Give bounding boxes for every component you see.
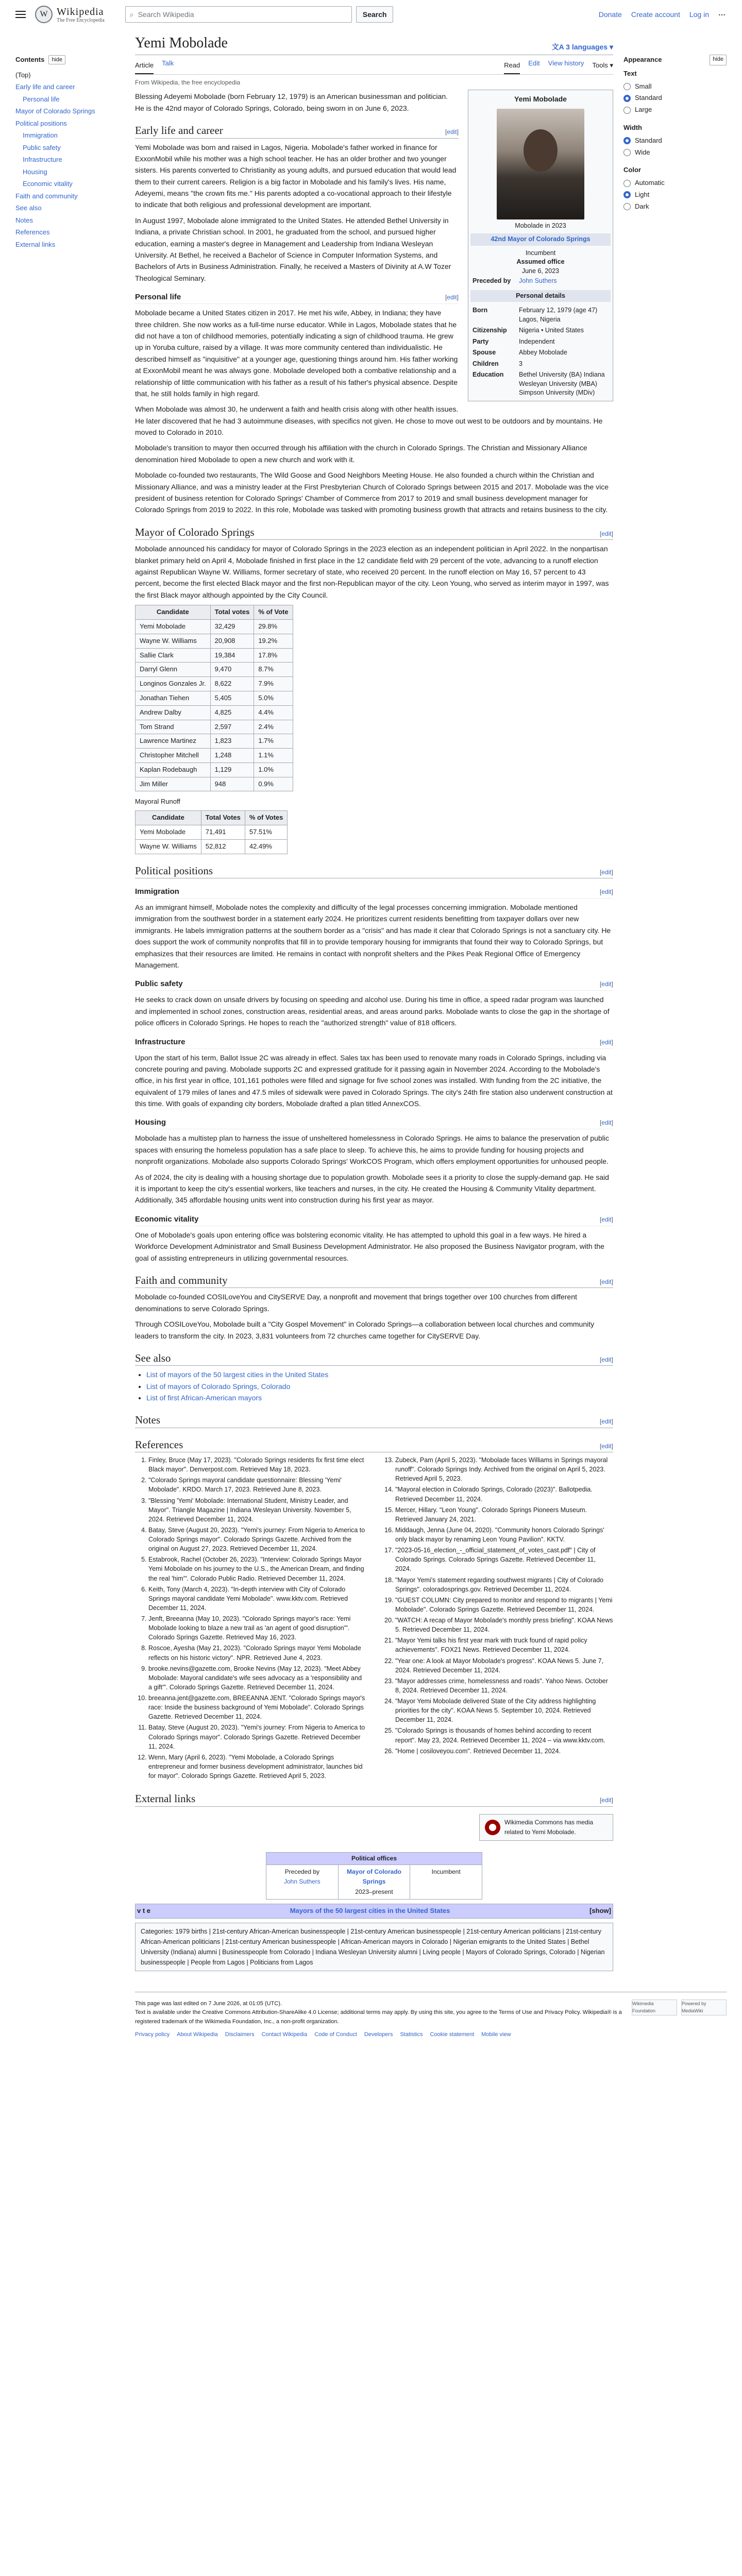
infobox-row xyxy=(470,369,611,399)
table-cell: Sallie Clark xyxy=(136,648,211,663)
radio-label: Standard xyxy=(635,94,662,102)
table-row xyxy=(136,825,288,840)
footer-link[interactable]: About Wikipedia xyxy=(177,2031,218,2038)
infobox-value: February 12, 1979 (age 47) Lagos, Nigeria xyxy=(519,307,598,323)
reference-item: 9. brooke.nevins@gazette.com, Brooke Nevins (May 12, 2023). "Meet Abbey Mobolade: Mayoral candidate's wife sees advocacy as a 'responsibility and a gift'". Colorado Springs Gazette. Retrieved December 11, 2024. xyxy=(148,1664,366,1692)
reference-item: 23. "Mayor addresses crime, homelessness and roads". Yahoo News. October 8, 2024. Retrieved December 11, 2024. xyxy=(395,1676,613,1695)
reference-item: 1. Finley, Bruce (May 17, 2023). "Colorado Springs residents fix first time elect Black mayor". Denverpost.com. Retrieved May 18, 2023. xyxy=(148,1455,366,1474)
radio-label: Standard xyxy=(635,136,662,144)
edit-link[interactable]: edit xyxy=(601,530,612,537)
tab-tools[interactable]: Tools ▾ xyxy=(592,61,613,70)
radio-icon[interactable] xyxy=(623,203,631,210)
paragraph: Mobolade has a multistep plan to harness the issue of unsheltered homelessness in Colorado Springs. He aims to balance the preservation of public spaces with ensuring the homeless population has a safe place to sleep. To achieve this, he aims to provide funding for housing projects and nonprofit organizations. Mobolade also supports Colorado Springs' WorkCOS Program, which offers employment opportunities for unhoused people. xyxy=(135,1134,609,1166)
tab-view-history[interactable]: View history xyxy=(548,59,584,67)
succession-status: Incumbent xyxy=(410,1865,482,1899)
reference-item: 8. Roscoe, Ayesha (May 21, 2023). "Colorado Springs mayor Yemi Mobolade reflects on his historic victory". NPR. Retrieved June 4, 2023. xyxy=(148,1643,366,1662)
infobox-label: Spouse xyxy=(473,349,496,357)
infobox-status: Incumbent xyxy=(525,249,556,257)
group-label: Text xyxy=(623,69,637,77)
page-tabs xyxy=(135,58,613,75)
search-input[interactable] xyxy=(125,6,352,23)
wikipedia-logo[interactable] xyxy=(35,6,105,23)
navbox xyxy=(135,1904,613,1919)
group-label: Width xyxy=(623,123,642,131)
edit-link[interactable]: edit xyxy=(601,1797,612,1804)
heading-infrastructure: Infrastructure xyxy=(135,1037,185,1046)
succession-years: 2023–present xyxy=(355,1888,393,1895)
preceded-link[interactable]: John Suthers xyxy=(519,277,557,285)
edit-link[interactable]: edit xyxy=(601,1215,612,1223)
radio-label: Automatic xyxy=(635,179,665,187)
toc-item[interactable]: See also xyxy=(15,204,42,212)
appearance-panel xyxy=(623,29,727,1971)
reference-item: 17. "2023-05-16_election_-_official_statement_of_votes_cast.pdf" | City of Colorado Springs. Colorado Springs Gazette. Retrieved December 11, 2024. xyxy=(395,1546,613,1573)
radio-icon[interactable] xyxy=(623,137,631,144)
table-cell: 17.8% xyxy=(254,648,293,663)
radio-label: Small xyxy=(635,82,652,90)
reference-item: 24. "Mayor Yemi Mobolade delivered State of the City address highlighting priorities for the city". KOAA News 5. September 10, 2024. Retrieved December 11, 2024. xyxy=(395,1697,613,1724)
paragraph: Through COSILoveYou, Mobolade built a "City Gospel Movement" in Colorado Springs—a collaboration between local churches and community leaders to transform the city. In 2023, 3,831 volunteers from 72 churches came together for CitySERVE Day. xyxy=(135,1320,595,1340)
infobox-label: Born xyxy=(473,307,488,314)
reference-item: 19. "GUEST COLUMN: City prepared to monitor and respond to migrants | Yemi Mobolade". Colorado Springs Gazette. Retrieved December 11, 2024. xyxy=(395,1596,613,1614)
reference-item: 4. Batay, Steve (August 20, 2023). "Yemi's journey: From Nigeria to America to Colorado Springs mayor". Colorado Springs Gazette. Archived from the original on August 27, 2023. Retrieved December 11, 2024. xyxy=(148,1526,366,1553)
paragraph: Mobolade announced his candidacy for mayor of Colorado Springs in the 2023 election as an independent politician in April 2022. In the nonpartisan blanket primary held on April 4, Mobolade finished in first place in the 12 candidate field with 29 percent of the vote, advancing to a runoff election against Republican Wayne W. Williams, former secretary of state, who received 20 percent. In the runoff election on May 16, 57 percent to 43 percent, become the first elected Black mayor and the first non-Republican mayor of the city. Leon Young, who served as interim mayor in 1997, was the first Black mayor although appointed by the City Council. xyxy=(135,545,609,599)
footer-link[interactable]: Disclaimers xyxy=(225,2031,255,2038)
table-cell: 1,248 xyxy=(210,749,254,763)
infobox-label: Children xyxy=(473,360,499,367)
table-cell: Wayne W. Williams xyxy=(136,634,211,648)
radio-icon[interactable] xyxy=(623,149,631,156)
toc-item[interactable]: References xyxy=(15,228,50,236)
footer-link[interactable]: Contact Wikipedia xyxy=(261,2031,308,2038)
preceded-label: Preceded by xyxy=(473,277,511,285)
table-cell: Yemi Mobolade xyxy=(136,619,211,634)
tab-read[interactable]: Read xyxy=(504,58,520,74)
article: Yemi Mobolade 文A 3 languages ▾ Article Talk Read Edit View history Tools ▾ From Wikipedia, the free encyclopedia Yemi Mobolade Mobolade in 2023 42nd Mayor of Colorado Springs Incumbent Assumed office June 6, 2023 Preceded by John Suthers Personal details Born February 12, 1979 (age 47) Lagos, Nigeria Citizenship Nigeria • United States Party Independent Spouse Abbey Mobolade Children 3 Education Bethel University (BA) Indiana Wesleyan University (MBA) Simpson University (MDiv) Blessing Adeyemi Mobolade (born February 12, 1979) is an American businessman and politician. He is the 42nd mayor of Colorado Springs, Colorado, being sworn in on June 6, 2023. Early life and career [edit] Yemi Mobolade was born and raised in Lagos, Nigeria. Mobolade's father worked in finance for ExxonMobil while his mother was a high school teacher. He has an older brother and two younger sisters. His parents converted to Christianity as young adults, and pursued education that would lead them to their current careers. Religion is a big factor in Mobolade and his family's lives. His name, Adeyemi, means "the crown fits me." His parents adopted a co-vocational approach to their lifestyle to indicate that both religious and professional development are important. In August 1997, Mobolade alone immigrated to the United States. He attended Bethel University in Indiana, a private Christian school. In 2001, he graduated from the school, and pursued higher education, earning a master's degree in Management and Leadership from Indiana Wesleyan University. At Bethel, he received a Bachelor of Science in Computer Information Systems, and Bachelors of Arts in Business Administration. Finally, he received a Masters of Divinity at A.W Tozer Theological Seminary. Personal life [edit] Mobolade became a United States citizen in 2017. He met his wife, Abbey, in Indiana; they have three children. She now works as a full-time nurse educator. While in Lagos, Mobolade states that he did not have a ton of childhood memories, potentially indicating a sign of childhood trauma. He grew up in Yoruba culture, raised by a village. It was more community centered than individualistic. He described himself as "inquisitive" at a younger age, questioning things around him. His father working at ExxonMobil meant he was always gone. Mobolade developed both a combative relationship and a relationship of little communication with his father as a result of his father's physical absence. Despite that, he still holds family in high regard. When Mobolade was almost 30, he underwent a faith and health crisis along with other health issues. He later discovered that he had 3 autoimmune diseases, with specifics not given. He chose to move out west to be outdoors and by mountains. He moved to Colorado in 2010. Mobolade's transition to mayor then occurred through his affiliation with the church in Colorado Springs. The Christian and Missionary Alliance denomination hired Mobolade to open a new church and work with it. Mobolade co-founded two restaurants, The Wild Goose and Good Neighbors Meeting House. He also founded a church within the Christian and Missionary Alliance, and was a ministry leader at the First Presbyterian Church of Colorado Springs between 2015 and 2017. Mobolade was the vice president of business retention for Colorado Springs' Chamber of Commerce from 2017 to 2019 and small business development manager for Colorado Springs from 2019 to 2022. In this role, Mobolade was tasked with promoting business growth that attracts and retains business to the city. Mayor of Colorado Springs [edit] Mobolade announced his candidacy for mayor of Colorado Springs in the 2023 election as an independent politician in April 2022. In the nonpartisan blanket primary held on April 4, Mobolade finished in first place in the 12 candidate field with 29 percent of the vote, advancing to a runoff election against Republican Wayne W. Williams, former secretary of state, who received 20 percent. In the runoff election on May 16, 57 percent to 43 percent, become the first elected Black mayor and the first non-Republican mayor of the city. Leon Young, who served as interim mayor in 1997, was the first Black mayor although appointed by the City Council. Candidate Total votes % of Vote Yemi Mobolade 32,429 29.8% Wayne W. Williams 20,908 19.2% Sallie Clark 19,384 17.8% Darryl Glenn 9,470 8.7% Longinos Gonzales Jr. 8,622 7.9% Jonathan Tiehen 5,405 5.0% Andrew Dalby 4,825 4.4% Tom Strand 2,597 2.4% Lawrence Martinez 1,823 1.7% Christopher Mitchell 1,248 1.1% Kaplan Rodebaugh 1,129 1.0% Jim Miller 948 0.9% Mayoral Runoff Candidate Total Votes % of Votes Yemi Mobolade 71,491 57.51% Wayne W. Williams 52,812 42.49% Political positions [edit] Immigration [edit] As an immigrant himself, Mobolade notes the complexity and difficulty of the legal processes concerning immigration. Mobolade mentioned immigration from the southwest border in a statement early 2024. He prioritizes current residents benefitting from taxpayer dollars over new immigrants. He labels immigration patterns at the southern border as a "crisis" and has made it clear that Colorado Springs is not a sanctuary city. He does support the work of community nonprofits that fill in to provide temporary housing for immigrants that found their way to Colorado Springs, but emphasizes that their resources are limited. He remains in contact with nonprofit shelters and the Pikes Peak Regional Office of Emergency Management. Public safety [edit] He seeks to crack down on unsafe drivers by focusing on speeding and alcohol use. During his time in office, a speed radar program was launched and implemented in school zones, construction areas, residential areas, and areas around parks. Mobolade wants to close the gap in the shortage of police officers in Colorado Springs. He hopes to reach the "authorized strength" value of 818 officers. Infrastructure [edit] Upon the start of his term, Ballot Issue 2C was already in effect. Sales tax has been used to renovate many roads in Colorado Springs, including via concrete pouring and paving. Mobolade supports 2C and expressed gratitude for it passing again in November 2024. According to the Mobolade's office, in his first year in office, 101,161 potholes were filled and signage for five school zones was installed. With funding from the 2C initiative, the equivalent of 179 miles of lanes and 47.5 miles of sidewalk were paved in Colorado Springs. The city's 24th fire station also underwent construction at this time. With goals of expanding city borders, Mobolade drafted a plan titled AnnexCOS. Housing [edit] Mobolade has a multistep plan to harness the issue of unsheltered homelessness in Colorado Springs. He aims to balance the preservation of public spaces with ensuring the homeless population has a safe place to sleep. To achieve this, he aims to provide funding for housing projects and nonprofit organizations. Mobolade also supports Colorado Springs' WorkCOS Program, which offers employment opportunities for unhoused people. As of 2024, the city is dealing with a housing shortage due to population growth. Mobolade sees it a priority to close the supply-demand gap. He said it is important to keep the city's essential workers, like teachers and nurses, in the city. He created the Housing & Community Vitality department. Additionally, 345 affordable housing units went into construction during his first year as mayor. Economic vitality [edit] One of Mobolade's goals upon entering office was bolstering economic vitality. He has attempted to uphold this goal in a few ways. He hired a Workforce Development Administrator and Small Business Development Administrator. He also proposed the Business Navigator program, with the goal of assisting entrepreneurs in utilizing governmental resources. Faith and community [edit] Mobolade co-founded COSILoveYou and CitySERVE Day, a nonprofit and movement that brings together over 100 churches from different denominations to serve Colorado Springs. Through COSILoveYou, Mobolade built a "City Gospel Movement" in Colorado Springs—a collaboration between local churches and community leaders to transform the city. In 2023, 3,831 volunteers from 72 churches came together for CitySERVE Day. See also [edit] • List of mayors of the 50 largest cities in the United States • List of mayors of Colorado Springs, Colorado • List of first African-American mayors Notes [edit] References [edit] 1. Finley, Bruce (May 17, 2023). "Colorado Springs residents fix first time elect Black mayor". Denverpost.com. Retrieved May 18, 2023. 2. "Colorado Springs mayoral candidate questionnaire: Blessing 'Yemi' Mobolade". KRDO. March 17, 2023. Retrieved June 8, 2023. 3. "Blessing 'Yemi' Mobolade: International Student, Ministry Leader, and Mayor". Triangle Magazine | Indiana Wesleyan University. November 5, 2024. Retrieved December 11, 2024. 4. Batay, Steve (August 20, 2023). "Yemi's journey: From Nigeria to America to Colorado Springs mayor". Colorado Springs Gazette. Archived from the original on August 27, 2023. Retrieved December 11, 2024. 5. Estabrook, Rachel (October 26, 2023). "Interview: Colorado Springs Mayor Yemi Mobolade on his journey to the U.S., the American Dream, and finding the real 'him'". Colorado Public Radio. Retrieved December 11, 2024. 6. Keith, Tony (March 4, 2023). "In-depth interview with City of Colorado Springs mayoral candidate Yemi Mobolade". www.kktv.com. Retrieved December 11, 2024. 7. Jenft, Breeanna (May 10, 2023). "Colorado Springs mayor's race: Yemi Mobolade looking to blaze a new trail as 'an agent of good disruption'". Colorado Springs Gazette. Retrieved May 16, 2023. 8. Roscoe, Ayesha (May 21, 2023). "Colorado Springs mayor Yemi Mobolade reflects on his historic victory". NPR. Retrieved June 4, 2023. 9. brooke.nevins@gazette.com, Brooke Nevins (May 12, 2023). "Meet Abbey Mobolade: Mayoral candidate's wife sees advocacy as a 'responsibility and a gift'". Colorado Springs Gazette. Retrieved December 11, 2024. 10. breeanna.jent@gazette.com, BREEANNA JENT. "Colorado Springs mayor's race: Inside the business background of Yemi Mobolade". Colorado Springs Gazette. Retrieved December 11, 2024. 11. Batay, Steve (August 20, 2023). "Yemi's journey: From Nigeria to America to Colorado Springs mayor". Colorado Springs Gazette. Retrieved December 11, 2024. 12. Wenn, Mary (April 6, 2023). "Yemi Mobolade, a Colorado Springs entrepreneur and former business development administrator, launches bid for mayor". Colorado Springs Gazette. Retrieved April 5, 2023. 13. Zubeck, Pam (April 5, 2023). "Mobolade faces Williams in Springs mayoral runoff". Colorado Springs Indy. Archived from the original on April 5, 2023. Retrieved April 5, 2023. 14. "Mayoral election in Colorado Springs, Colorado (2023)". Ballotpedia. Retrieved December 11, 2024. 15. Mercer, Hillary. "Leon Young". Colorado Springs Pioneers Museum. Retrieved January 24, 2021. 16. Middaugh, Jenna (June 04, 2020). "Community honors Colorado Springs' only black mayor by renaming Leon Young Pavilion". KKTV. 17. "2023-05-16_election_-_official_statement_of_votes_cast.pdf" | City of Colorado Springs. Colorado Springs Gazette. Retrieved December 11, 2024. 18. "Mayor Yemi's statement regarding southwest migrants | City of Colorado Springs". coloradosprings.gov. Retrieved December 11, 2024. 19. "GUEST COLUMN: City prepared to monitor and respond to migrants | Yemi Mobolade". Colorado Springs Gazette. Retrieved December 11, 2024. 20. "WATCH: A recap of Mayor Mobolade's monthly press briefing". KOAA News 5. Retrieved December 11, 2024. 21. "Mayor Yemi talks his first year mark with truck found of rapid policy achievements". FOX21 News. Retrieved December 11, 2024. 22. "Year one: A look at Mayor Mobolade's progress". KOAA News 5. June 7, 2024. Retrieved December 11, 2024. 23. "Mayor addresses crime, homelessness and roads". Yahoo News. October 8, 2024. Retrieved December 11, 2024. 24. "Mayor Yemi Mobolade delivered State of the City address highlighting priorities for the city". KOAA News 5. September 10, 2024. Retrieved December 11, 2024. 25. "Colorado Springs is thousands of homes behind according to recent report". May 23, 2024. Retrieved December 11, 2024 – via www.kktv.com. 26. "Home | cosiloveyou.com". Retrieved December 11, 2024. External links [edit] Wikimedia Commons has media related to Yemi Mobolade. Political offices Preceded by John Suthers Mayor of Colorado Springs 2023–present Incumbent v t e Mayors of the 50 largest cities in the United States [show] Categories: 1979 births | 21st-century African-American businesspeople | 21st-century American businesspeople | 21st-century American politicians | 21st-century African-American politicians | 21st-century American businesspeople | African-American mayors in Colorado | Nigerian emigrants to the United States | Bethel University (Indiana) alumni | Businesspeople from Colorado | Indiana Wesleyan University alumni | Living people | Mayors of Colorado Springs, Colorado | Nigerian businesspeople | People from Lagos | Politicians from Lagos xyxy=(124,29,623,1971)
succession-header: Political offices xyxy=(266,1853,482,1865)
navbox-title[interactable]: Mayors of the 50 largest cities in the United States xyxy=(290,1906,450,1914)
appearance-title: Appearance xyxy=(623,56,662,63)
table-cell: Andrew Dalby xyxy=(136,705,211,720)
column-header: Candidate xyxy=(136,605,211,620)
table-cell: 71,491 xyxy=(201,825,245,840)
main-menu-icon[interactable] xyxy=(15,11,26,18)
infobox-value: 3 xyxy=(519,360,522,367)
reference-item: 20. "WATCH: A recap of Mayor Mobolade's monthly press briefing". KOAA News 5. Retrieved December 11, 2024. xyxy=(395,1616,613,1634)
edit-link[interactable]: edit xyxy=(447,128,457,136)
heading-mayor: Mayor of Colorado Springs xyxy=(135,526,255,538)
wordmark: Wikipedia xyxy=(57,6,104,18)
footer-link[interactable]: Code of Conduct xyxy=(314,2031,357,2038)
toc-item[interactable]: Housing xyxy=(23,167,47,176)
infobox-value: Bethel University (BA) Indiana Wesleyan University (MBA) Simpson University (MDiv) xyxy=(519,371,605,397)
footer-link[interactable]: Statistics xyxy=(400,2031,423,2038)
reference-item: 21. "Mayor Yemi talks his first year mark with truck found of rapid policy achievements". FOX21 News. Retrieved December 11, 2024. xyxy=(395,1636,613,1654)
toc-item[interactable]: Notes xyxy=(15,216,33,224)
succession-office[interactable]: Mayor of Colorado Springs xyxy=(347,1868,402,1886)
from-wikipedia: From Wikipedia, the free encyclopedia xyxy=(135,79,241,87)
column-header: % of Vote xyxy=(254,605,293,620)
mediawiki-badge[interactable]: Powered by MediaWiki xyxy=(681,1999,727,2015)
table-cell: 57.51% xyxy=(245,825,288,840)
reference-item: 25. "Colorado Springs is thousands of homes behind according to recent report". May 23, 2024. Retrieved December 11, 2024 – via www.kktv.com. xyxy=(395,1726,613,1744)
table-cell: 20,908 xyxy=(210,634,254,648)
infobox-row xyxy=(470,325,611,336)
table-row xyxy=(136,663,293,677)
donate-link[interactable]: Donate xyxy=(598,10,622,19)
toc-item[interactable]: Faith and community xyxy=(15,192,78,200)
tab-talk[interactable]: Talk xyxy=(162,59,174,67)
toc-item[interactable]: Public safety xyxy=(23,143,61,151)
infobox-row xyxy=(470,347,611,359)
see-also-link[interactable]: List of mayors of Colorado Springs, Colorado xyxy=(146,1382,291,1391)
table-cell: Jonathan Tiehen xyxy=(136,691,211,705)
radio-icon[interactable] xyxy=(623,107,631,114)
table-cell: Darryl Glenn xyxy=(136,663,211,677)
table-row xyxy=(136,677,293,691)
table-cell: Lawrence Martinez xyxy=(136,734,211,749)
tab-article[interactable]: Article xyxy=(135,58,154,74)
paragraph: Yemi Mobolade was born and raised in Lagos, Nigeria. Mobolade's father worked in finance for ExxonMobil while his mother was a high school teacher. He has an older brother and two younger sisters. His parents converted to Christianity as young adults, and pursued education that would lead them to their current careers. Religion is a big factor in Mobolade and his family's lives. His name, Adeyemi, means "the crown fits me." His parents adopted a co-vocational approach to their lifestyle to indicate that both religious and professional development are important. xyxy=(135,143,457,209)
appearance-hide-button[interactable]: hide xyxy=(710,55,727,65)
heading-housing: Housing xyxy=(135,1118,166,1127)
toc-item[interactable]: (Top) xyxy=(15,71,31,79)
table-cell: 52,812 xyxy=(201,839,245,854)
table-row xyxy=(136,720,293,734)
edit-link[interactable]: edit xyxy=(601,1442,612,1450)
radio-label: Dark xyxy=(635,202,649,210)
edit-link[interactable]: edit xyxy=(601,868,612,876)
succession-preceded[interactable]: John Suthers xyxy=(283,1878,321,1886)
paragraph: Mobolade co-founded COSILoveYou and CitySERVE Day, a nonprofit and movement that brings together over 100 churches from different denominations to serve Colorado Springs. xyxy=(135,1293,577,1313)
paragraph: Mobolade co-founded two restaurants, The Wild Goose and Good Neighbors Meeting House. He also founded a church within the Christian and Missionary Alliance, and was a ministry leader at the First Presbyterian Church of Colorado Springs between 2015 and 2017. Mobolade was the vice president of business retention for Colorado Springs' Chamber of Commerce from 2017 to 2019 and small business development manager for Colorado Springs from 2019 to 2022. In this role, Mobolade was tasked with promoting business growth that attracts and retains business to the city. xyxy=(135,471,609,514)
table-cell: 7.9% xyxy=(254,677,293,691)
user-links xyxy=(599,9,727,20)
assumed-date: June 6, 2023 xyxy=(521,267,560,275)
radio-label: Large xyxy=(635,106,652,114)
toc-item[interactable]: Personal life xyxy=(23,95,60,103)
edit-link[interactable]: edit xyxy=(601,888,612,896)
radio-label: Wide xyxy=(635,148,650,156)
infobox-value: Independent xyxy=(519,337,555,345)
reference-item: 3. "Blessing 'Yemi' Mobolade: International Student, Ministry Leader, and Mayor". Triangle Magazine | Indiana Wesleyan University. November 5, 2024. Retrieved December 11, 2024. xyxy=(148,1496,366,1524)
radio-option[interactable] xyxy=(623,135,727,146)
navbox-vte[interactable]: v t e xyxy=(137,1906,151,1914)
table-cell: 1.0% xyxy=(254,762,293,777)
table-cell: 4.4% xyxy=(254,705,293,720)
table-row xyxy=(136,762,293,777)
reference-item: 26. "Home | cosiloveyou.com". Retrieved December 11, 2024. xyxy=(395,1747,613,1756)
column-header: Total Votes xyxy=(201,811,245,825)
category-box[interactable]: Categories: 1979 births | 21st-century African-American businesspeople | 21st-century American businesspeople | 21st-century American politicians | 21st-century African-American politicians | 21st-century American businesspeople | African-American mayors in Colorado | Nigerian emigrants to the United States | Bethel University (Indiana) alumni | Businesspeople from Colorado | Indiana Wesleyan University alumni | Living people | Mayors of Colorado Springs, Colorado | Nigerian businesspeople | People from Lagos | Politicians from Lagos xyxy=(135,1923,613,1971)
radio-option[interactable] xyxy=(623,105,727,115)
footer-link[interactable]: Privacy policy xyxy=(135,2031,170,2038)
width-group xyxy=(623,123,727,158)
table-row xyxy=(136,734,293,749)
search-placeholder: Search Wikipedia xyxy=(138,10,194,19)
heading-notes: Notes xyxy=(135,1414,160,1427)
toc-hide-button[interactable]: hide xyxy=(48,55,65,65)
radio-option[interactable] xyxy=(623,147,727,158)
reference-item: 7. Jenft, Breeanna (May 10, 2023). "Colorado Springs mayor's race: Yemi Mobolade looking to blaze a new trail as 'an agent of good disruption'". Colorado Springs Gazette. Retrieved May 16, 2023. xyxy=(148,1614,366,1642)
reference-item: 2. "Colorado Springs mayoral candidate questionnaire: Blessing 'Yemi' Mobolade". KRDO. March 17, 2023. Retrieved June 8, 2023. xyxy=(148,1476,366,1494)
see-also-link[interactable]: List of first African-American mayors xyxy=(146,1394,262,1402)
assumed-label: Assumed office xyxy=(516,258,565,266)
reference-item: 10. breeanna.jent@gazette.com, BREEANNA JENT. "Colorado Springs mayor's race: Inside the business background of Yemi Mobolade". Colorado Springs Gazette. Retrieved December 11, 2024. xyxy=(148,1693,366,1721)
table-cell: 1.1% xyxy=(254,749,293,763)
reference-item: 12. Wenn, Mary (April 6, 2023). "Yemi Mobolade, a Colorado Springs entrepreneur and former business development administrator, launches bid for mayor". Colorado Springs Gazette. Retrieved April 5, 2023. xyxy=(148,1753,366,1781)
heading-immigration: Immigration xyxy=(135,887,179,896)
reference-item: 15. Mercer, Hillary. "Leon Young". Colorado Springs Pioneers Museum. Retrieved January 24, 2021. xyxy=(395,1505,613,1524)
last-edited: This page was last edited on 7 June 2026, at 01:05 (UTC). xyxy=(135,2000,282,2007)
footer-link[interactable]: Developers xyxy=(364,2031,393,2038)
edit-link[interactable]: edit xyxy=(601,1038,612,1046)
heading-references: References xyxy=(135,1438,183,1451)
paragraph: In August 1997, Mobolade alone immigrated to the United States. He attended Bethel University in Indiana, a private Christian school. In 2001, he graduated from the school, and pursued higher education, earning a master's degree in Management and Leadership from Indiana Wesleyan University. At Bethel, he received a Bachelor of Science in Computer Information Systems, and Bachelors of Arts in Business Administration. Finally, he received a Masters of Divinity at A.W Tozer Theological Seminary. xyxy=(135,216,451,282)
table-row xyxy=(136,777,293,791)
table-cell: Christopher Mitchell xyxy=(136,749,211,763)
toc-item[interactable]: Mayor of Colorado Springs xyxy=(15,107,95,115)
wikipedia-globe-icon: W xyxy=(35,6,53,23)
paragraph: One of Mobolade's goals upon entering office was bolstering economic vitality. He has attempted to uphold this goal in a few ways. He hired a Workforce Development Administrator and Small Business Development Administrator. He also proposed the Business Navigator program, with the goal of assisting entrepreneurs in utilizing governmental resources. xyxy=(135,1230,604,1262)
header xyxy=(0,0,742,29)
wikimedia-commons-icon xyxy=(485,1820,500,1835)
group-label: Color xyxy=(623,166,641,174)
tagline: The Free Encyclopedia xyxy=(57,17,105,23)
table-row xyxy=(136,839,288,854)
radio-option[interactable] xyxy=(623,190,727,200)
see-also-link[interactable]: List of mayors of the 50 largest cities in the United States xyxy=(146,1370,329,1379)
succession-box xyxy=(266,1852,482,1900)
toc-item[interactable]: Political positions xyxy=(15,119,67,127)
table-cell: Wayne W. Williams xyxy=(136,839,201,854)
paragraph: Upon the start of his term, Ballot Issue 2C was already in effect. Sales tax has been used to renovate many roads in Colorado Springs, including via concrete pouring and paving. Mobolade supports 2C and expressed gratitude for it passing again in November 2024. According to the Mobolade's office, in his first year in office, 101,161 potholes were filled and signage for five school zones was installed. With funding from the 2C initiative, the equivalent of 179 miles of lanes and 47.5 miles of sidewalk were paved in Colorado Springs. The city's 24th fire station also underwent construction at this time. With goals of expanding city borders, Mobolade drafted a plan titled AnnexCOS. xyxy=(135,1053,613,1108)
primary-results-table xyxy=(135,605,293,791)
table-header-row xyxy=(136,811,288,825)
edit-link[interactable]: edit xyxy=(601,980,612,988)
reference-column xyxy=(382,1455,613,1782)
infobox-row xyxy=(470,359,611,370)
color-group xyxy=(623,165,727,212)
infobox-caption: Mobolade in 2023 xyxy=(515,222,566,229)
table-header-row xyxy=(136,605,293,620)
table-cell: 42.49% xyxy=(245,839,288,854)
license-text: Text is available under the Creative Commons Attribution-ShareAlike 4.0 License; additional terms may apply. By using this site, you agree to the Terms of Use and Privacy Policy. Wikipedia® is a registered trademark of the Wikimedia Foundation, Inc., a non-profit organization. xyxy=(135,2009,622,2025)
footer-link[interactable]: Cookie statement xyxy=(430,2031,475,2038)
infobox-row xyxy=(470,305,611,325)
tab-edit[interactable]: Edit xyxy=(528,59,540,67)
infobox-label: Party xyxy=(473,337,489,345)
table-cell: 19.2% xyxy=(254,634,293,648)
radio-icon[interactable] xyxy=(623,83,631,90)
paragraph: As an immigrant himself, Mobolade notes the complexity and difficulty of the legal processes concerning immigration. Mobolade mentioned immigration from the southwest border in a statement early 2024. He prioritizes current residents benefitting from taxpayer dollars over new immigrants. He labels immigration patterns at the southern border as a "crisis" and has made it clear that Colorado Springs is not a sanctuary city. He does support the work of community nonprofits that fill in to provide temporary housing for immigrants that found their way to Colorado Springs, but emphasizes that their resources are limited. He remains in contact with nonprofit shelters and the Pikes Peak Regional Office of Emergency Management. xyxy=(135,903,611,969)
radio-icon[interactable] xyxy=(623,180,631,187)
search-form xyxy=(125,6,394,23)
create-account-link[interactable]: Create account xyxy=(631,10,680,19)
reference-item: 5. Estabrook, Rachel (October 26, 2023). "Interview: Colorado Springs Mayor Yemi Mobolade on his journey to the U.S., the American Dream, and finding the real 'him'". Colorado Public Radio. Retrieved December 11, 2024. xyxy=(148,1555,366,1583)
table-row xyxy=(136,619,293,634)
lead-paragraph: Blessing Adeyemi Mobolade (born February 12, 1979) is an American businessman and politician. He is the 42nd mayor of Colorado Springs, Colorado, being sworn in on June 6, 2023. xyxy=(135,92,448,112)
table-cell: 5.0% xyxy=(254,691,293,705)
radio-icon[interactable] xyxy=(623,95,631,102)
paragraph: When Mobolade was almost 30, he underwent a faith and health crisis along with other health issues. He later discovered that he had 3 autoimmune diseases, with specifics not given. He chose to move out west to be outdoors and by mountains. He moved to Colorado in 2010. xyxy=(135,405,603,437)
infobox xyxy=(468,90,613,401)
paragraph: Mobolade became a United States citizen in 2017. He met his wife, Abbey, in Indiana; they have three children. She now works as a full-time nurse educator. While in Lagos, Mobolade states that he did not have a ton of childhood memories, potentially indicating a sign of childhood trauma. He grew up in Yoruba culture, raised by a village. It was more community centered than individualistic. He described himself as "inquisitive" at a younger age, questioning things around him. His father working at ExxonMobil meant he was always gone. Mobolade developed both a combative relationship and a relationship of little communication with his father as a result of his father's physical absence. Despite that, he still holds family in high regard. xyxy=(135,309,458,398)
reference-item: 16. Middaugh, Jenna (June 04, 2020). "Community honors Colorado Springs' only black mayor by renaming Leon Young Pavilion". KKTV. xyxy=(395,1526,613,1544)
paragraph: As of 2024, the city is dealing with a housing shortage due to population growth. Mobolade sees it a priority to close the supply-demand gap. He said it is important to keep the city's essential workers, like teachers and nurses, in the city. He created the Housing & Community Vitality department. Additionally, 345 affordable housing units went into construction during his first year as mayor. xyxy=(135,1173,609,1205)
heading-external-links: External links xyxy=(135,1792,196,1805)
commons-text[interactable]: Wikimedia Commons has media related to Yemi Mobolade. xyxy=(504,1818,594,1836)
heading-political-positions: Political positions xyxy=(135,864,213,877)
infobox-name: Yemi Mobolade xyxy=(514,95,567,104)
infobox-value: Abbey Mobolade xyxy=(519,349,567,357)
reference-item: 11. Batay, Steve (August 20, 2023). "Yemi's journey: From Nigeria to America to Colorado Springs mayor". Colorado Springs Gazette. Retrieved December 11, 2024. xyxy=(148,1723,366,1751)
reference-item: 13. Zubeck, Pam (April 5, 2023). "Mobolade faces Williams in Springs mayoral runoff". Colorado Springs Indy. Archived from the original on April 5, 2023. Retrieved April 5, 2023. xyxy=(395,1455,613,1483)
table-cell: Tom Strand xyxy=(136,720,211,734)
paragraph: He seeks to crack down on unsafe drivers by focusing on speeding and alcohol use. During his time in office, a speed radar program was launched and implemented in school zones, construction areas, residential areas, and areas around parks. Mobolade wants to close the gap in the shortage of police officers in Colorado Springs. He hopes to reach the "authorized strength" value of 818 officers. xyxy=(135,995,610,1027)
table-cell: Yemi Mobolade xyxy=(136,825,201,840)
table-cell: Longinos Gonzales Jr. xyxy=(136,677,211,691)
toc-item[interactable]: Economic vitality xyxy=(23,180,73,188)
table-row xyxy=(136,648,293,663)
toc-item[interactable]: Early life and career xyxy=(15,83,75,91)
more-options-icon[interactable]: ⋯ xyxy=(718,10,727,19)
infobox-label: Citizenship xyxy=(473,327,507,334)
footer-link[interactable]: Mobile view xyxy=(481,2031,511,2038)
infobox-details xyxy=(470,305,611,399)
reference-item: 14. "Mayoral election in Colorado Springs, Colorado (2023)". Ballotpedia. Retrieved December 11, 2024. xyxy=(395,1485,613,1503)
table-cell: 2.4% xyxy=(254,720,293,734)
runoff-caption: Mayoral Runoff xyxy=(135,798,180,806)
reference-list xyxy=(135,1455,613,1782)
table-row xyxy=(136,691,293,705)
search-icon: ⌕ xyxy=(129,10,134,19)
toc-item[interactable]: Immigration xyxy=(23,131,58,139)
edit-link[interactable]: edit xyxy=(601,1418,612,1426)
radio-option[interactable] xyxy=(623,178,727,189)
radio-option[interactable] xyxy=(623,81,727,92)
radio-option[interactable] xyxy=(623,201,727,212)
table-cell: 1.7% xyxy=(254,734,293,749)
table-cell: Kaplan Rodebaugh xyxy=(136,762,211,777)
table-row xyxy=(136,634,293,648)
table-row xyxy=(136,749,293,763)
infobox-label: Education xyxy=(473,371,504,379)
footer-links xyxy=(135,2030,727,2040)
column-header: Candidate xyxy=(136,811,201,825)
footer xyxy=(135,1992,727,2040)
column-header: % of Votes xyxy=(245,811,288,825)
reference-item: 22. "Year one: A look at Mayor Mobolade's progress". KOAA News 5. June 7, 2024. Retrieved December 11, 2024. xyxy=(395,1656,613,1675)
paragraph: Mobolade's transition to mayor then occurred through his affiliation with the church in Colorado Springs. The Christian and Missionary Alliance denomination hired Mobolade to open a new church and work with it. xyxy=(135,444,587,464)
table-cell: 5,405 xyxy=(210,691,254,705)
table-cell: 32,429 xyxy=(210,619,254,634)
commons-box xyxy=(479,1814,613,1841)
toc-title: Contents xyxy=(15,56,45,63)
page-title: Yemi Mobolade xyxy=(135,35,228,51)
table-cell: 948 xyxy=(210,777,254,791)
succession-preceded-label: Preceded by xyxy=(284,1868,320,1876)
language-button[interactable]: 文A 3 languages ▾ xyxy=(551,43,613,51)
radio-option[interactable] xyxy=(623,93,727,104)
heading-personal-life: Personal life xyxy=(135,293,181,302)
reference-item: 6. Keith, Tony (March 4, 2023). "In-depth interview with City of Colorado Springs mayoral candidate Yemi Mobolade". www.kktv.com. Retrieved December 11, 2024. xyxy=(148,1585,366,1613)
table-cell: 8,622 xyxy=(210,677,254,691)
portrait-image[interactable] xyxy=(497,109,584,219)
table-cell: 29.8% xyxy=(254,619,293,634)
navbox-show-button[interactable]: [show] xyxy=(589,1906,611,1914)
column-header: Total votes xyxy=(210,605,254,620)
infobox-value: Nigeria • United States xyxy=(519,327,584,334)
radio-label: Light xyxy=(635,190,650,198)
edit-link[interactable]: edit xyxy=(601,1355,612,1363)
table-cell: 0.9% xyxy=(254,777,293,791)
heading-see-also: See also xyxy=(135,1351,171,1364)
reference-column xyxy=(135,1455,366,1782)
infobox-office[interactable]: 42nd Mayor of Colorado Springs xyxy=(491,235,591,243)
table-cell: 8.7% xyxy=(254,663,293,677)
edit-link[interactable]: edit xyxy=(601,1278,612,1285)
table-cell: 1,823 xyxy=(210,734,254,749)
table-cell: 9,470 xyxy=(210,663,254,677)
table-cell: 1,129 xyxy=(210,762,254,777)
toc-item[interactable]: External links xyxy=(15,240,56,248)
table-cell: 2,597 xyxy=(210,720,254,734)
table-cell: Jim Miller xyxy=(136,777,211,791)
reference-item: 18. "Mayor Yemi's statement regarding southwest migrants | City of Colorado Springs". coloradosprings.gov. Retrieved December 11, 2024. xyxy=(395,1575,613,1594)
table-row xyxy=(136,705,293,720)
heading-early-life: Early life and career xyxy=(135,124,223,137)
personal-details-header: Personal details xyxy=(470,290,611,302)
table-cell: 19,384 xyxy=(210,648,254,663)
heading-public-safety: Public safety xyxy=(135,979,183,989)
toc-item[interactable]: Infrastructure xyxy=(23,156,62,163)
see-also-list xyxy=(146,1369,613,1403)
heading-economic-vitality: Economic vitality xyxy=(135,1214,199,1224)
radio-icon[interactable] xyxy=(623,191,631,198)
infobox-row xyxy=(470,336,611,348)
text-size-group xyxy=(623,69,727,115)
runoff-results-table xyxy=(135,810,288,854)
login-link[interactable]: Log in xyxy=(689,10,709,19)
wikimedia-badge[interactable]: Wikimedia Foundation xyxy=(632,1999,677,2015)
table-cell: 4,825 xyxy=(210,705,254,720)
table-of-contents xyxy=(15,29,124,1971)
search-button[interactable]: Search xyxy=(356,6,394,23)
edit-link[interactable]: edit xyxy=(447,294,457,301)
heading-faith: Faith and community xyxy=(135,1274,228,1286)
toc-list xyxy=(15,69,124,251)
edit-link[interactable]: edit xyxy=(601,1119,612,1127)
